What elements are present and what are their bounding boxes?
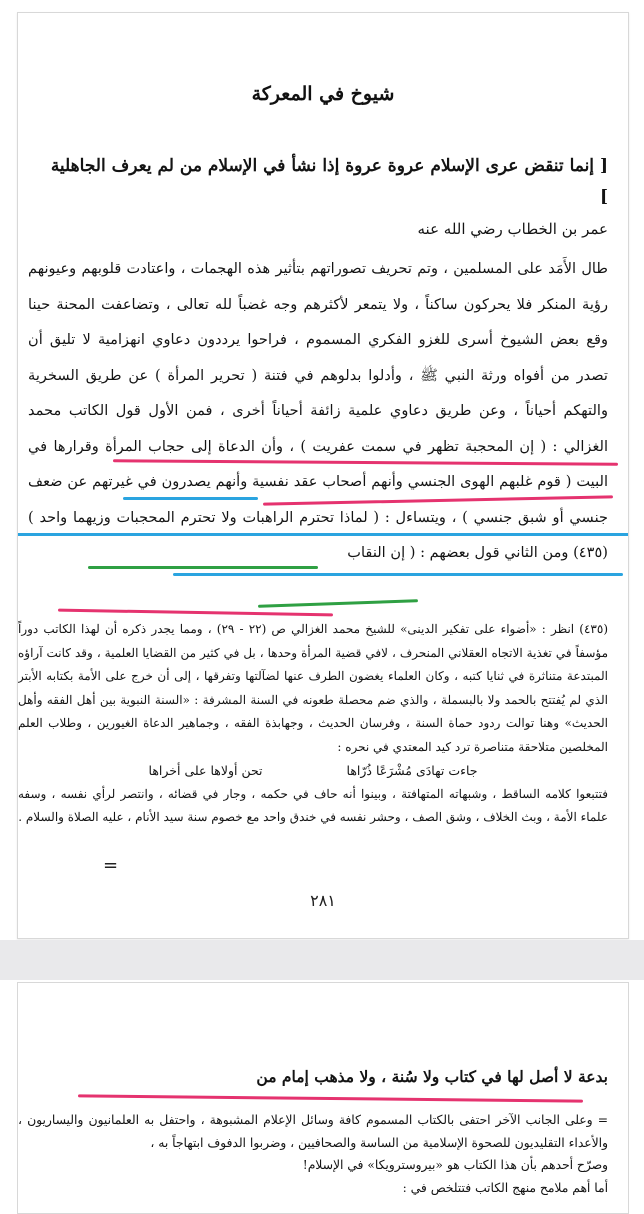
verse-hemistich-right: جاءت تهادَى مُشْرَعًا ذُرّاها — [346, 763, 478, 778]
page2-footnote-line: أما أهم ملامح منهج الكاتب فتتلخص في : — [402, 1180, 608, 1195]
verse-hemistich-left: تحن أولاها على أخراها — [148, 763, 263, 778]
page2-footnote — [18, 1109, 608, 1199]
page-number: ٢٨١ — [310, 891, 336, 910]
blue-underline-3 — [173, 573, 623, 576]
footnote-435: (٤٣٥) انظر : «أضواء على تفكير الدينى» للشيخ محمد الغزالي ص (٢٢ - ٢٩) ، ومما يجدر ذكره أن لهذا الكاتب دوراً مؤسفاً في تغذية الاتجاه العقلاني المنحرف ، لافي قضية المرأة وحدها ، بل في كثير من القضايا العلمية ، وقد كانت آراؤه المبتدعة متناثرة في ثنايا كتبه ، وكان العلماء يغضون الطرف عنها لضآلتها وتفرقها ، إلى أن خرج على الأمة بكتابه الأبتر الذي لم يُفتتح بالحمد ولا بالبسملة ، والذي ضم محصلة طعونه في السنة المشرفة : «السنة النبوية بين أهل الفقه وأهل الحديث» وهنا توالت ردود حماة السنة ، وفرسان الحديث ، وجهابذة الفقه ، وجماهير الدعاة الغيورين ، وطلاب العلم المخلصين متلاحقة متناصرة ترد كيد المعتدي في نحره : — [18, 622, 608, 754]
page-gap — [0, 940, 644, 980]
verse — [107, 759, 520, 783]
green-underline-2 — [258, 599, 418, 608]
page2-first-line: بدعة لا أصل لها في كتاب ولا سُنة ، ولا مذهب إمام من — [256, 1067, 608, 1086]
body-text — [28, 251, 608, 571]
page2-footnote-line: = وعلى الجانب الآخر احتفى بالكتاب المسموم كافة وسائل الإعلام المشبوهة ، واحتفل به العلمانيون واليساريون ، والأعداء التقليديون للصحوة الإسلامية من الساسة والصحافيين ، وضربوا الدفوف ابتهاجاً به ، — [18, 1113, 608, 1150]
footnotes — [18, 618, 608, 830]
book-page-next — [17, 982, 629, 1214]
footnote-continuation: فتتبعوا كلامه الساقط ، وشبهاته المتهافتة ، وبينوا أنه حاف في حكمه ، وجار في قضائه ، وانتصر لرأي نفسه ، وسفه علماء الأمة ، وبث الخلاف ، وشق الصف ، وحشر نفسه في خندق واحد مع خصوم سنة سيد الأنام ، عليه الصلاة والسلام . — [18, 786, 608, 824]
page2-footnote-line: وصرّح أحدهم بأن هذا الكتاب هو «بيروسترويكا» في الإسلام! — [302, 1158, 608, 1172]
pink-underline-page2 — [78, 1094, 583, 1102]
pink-underline-3 — [58, 609, 333, 617]
book-page-281 — [17, 12, 629, 939]
continuation-mark: = — [103, 855, 119, 876]
epigraph-attribution: عمر بن الخطاب رضي الله عنه — [417, 220, 608, 238]
running-title: شيوخ في المعركة — [251, 83, 395, 105]
epigraph: [ إنما تنقض عرى الإسلام عروة عروة إذا نشأ في الإسلام من لم يعرف الجاهلية ] — [50, 156, 608, 207]
body-paragraph: طال الأَمَد على المسلمين ، وتم تحريف تصوراتهم بتأثير هذه الهجمات ، واعتادت قلوبهم وعيونهم رؤية المنكر فلا يحركون ساكناً ، ولا يتمعر لأكثرهم وجه غضباً لله تعالى ، وتضاعفت المحنة حينا وقع بعض الشيوخ أسرى للغزو الفكري المسموم ، فراحوا يرددون دعاوي انهزامية لا تليق أن تصدر من أفواه ورثة النبي ﷺ ، وأدلوا بدلوهم في فتنة ( تحرير المرأة ) عن طريق السخرية والتهكم أحياناً ، وعن طريق دعاوي علمية زائفة أحياناً أخرى ، فمن الأول قول الكاتب محمد الغزالي : ( إن المحجبة تظهر في سمت عفريت ) ، وأن الدعاة إلى حجاب المرأة وقرارها في البيت ( قوم غلبهم الهوى الجنسي وأنهم أصحاب عقد نفسية وأنهم يصدرون في غيرتهم عن ضعف جنسي أو شبق جنسي ) ، ويتساءل : ( لماذا تحترم الراهبات ولا تحترم المحجبات وزيهما واحد ) (٤٣٥) ومن الثاني قول بعضهم : ( إن النقاب — [28, 260, 608, 561]
